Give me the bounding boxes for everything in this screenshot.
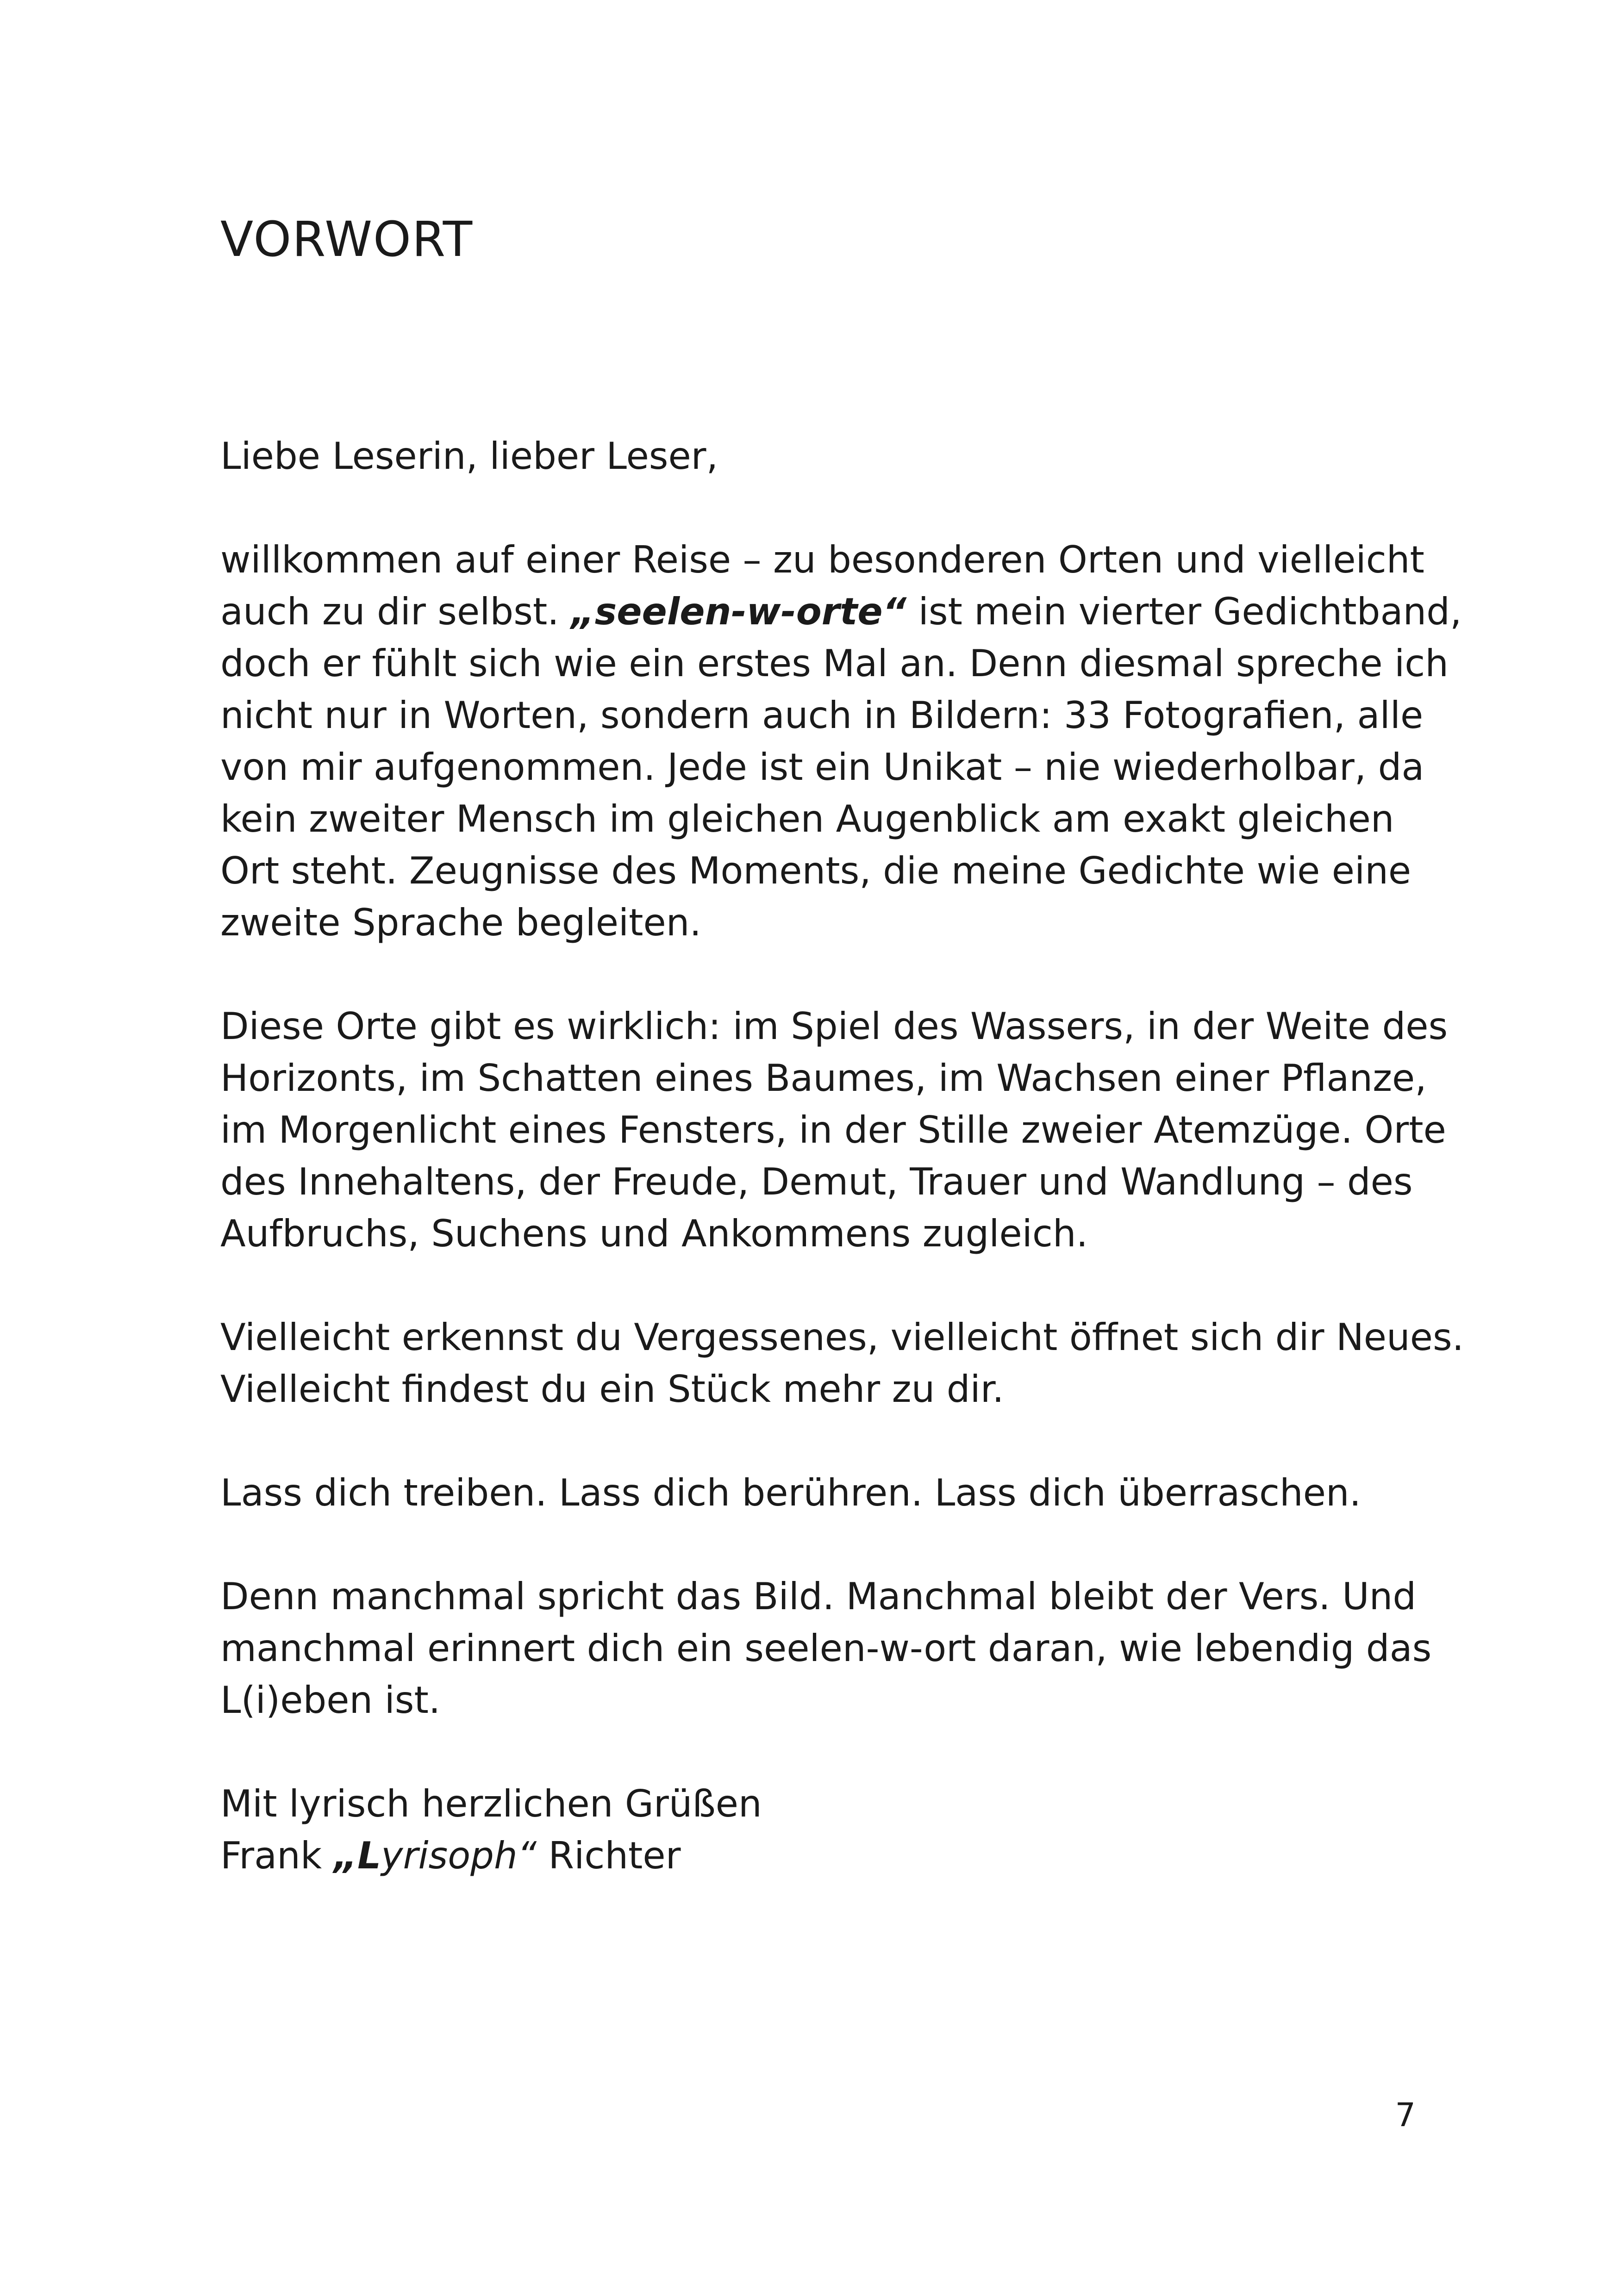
paragraph-line: zweite Sprache begleiten. bbox=[220, 901, 701, 944]
paragraph-line: kein zweiter Mensch im gleichen Augenblick am exakt gleichen bbox=[220, 797, 1394, 840]
paragraph-4 bbox=[220, 1467, 1470, 1519]
nickname-initial: L bbox=[357, 1834, 381, 1877]
closing-greeting: Mit lyrisch herzlichen Grüßen bbox=[220, 1782, 762, 1825]
closing bbox=[220, 1778, 1470, 1882]
quote-close: “ bbox=[517, 1834, 537, 1877]
paragraph-line: Denn manchmal spricht das Bild. Manchmal bleibt der Vers. Und bbox=[220, 1575, 1417, 1618]
author-first-name: Frank bbox=[220, 1834, 334, 1877]
paragraph-line: Lass dich treiben. Lass dich berühren. Lass dich überraschen. bbox=[220, 1471, 1362, 1514]
paragraph-line: manchmal erinnert dich ein seelen-w-ort daran, wie lebendig das bbox=[220, 1627, 1432, 1670]
paragraph-line: Horizonts, im Schatten eines Baumes, im Wachsen einer Pflanze, bbox=[220, 1057, 1427, 1100]
text-run: auch zu dir selbst. bbox=[220, 590, 571, 633]
paragraph-2 bbox=[220, 1001, 1470, 1260]
paragraph-line: Diese Orte gibt es wirklich: im Spiel des Wassers, in der Weite des bbox=[220, 1005, 1448, 1048]
foreword-body bbox=[220, 430, 1470, 1882]
nickname bbox=[334, 1834, 537, 1877]
paragraph-line: des Innehaltens, der Freude, Demut, Trauer und Wandlung – des bbox=[220, 1160, 1413, 1203]
salutation-line: Liebe Leserin, lieber Leser, bbox=[220, 435, 718, 478]
paragraph-line: im Morgenlicht eines Fensters, in der Stille zweier Atemzüge. Orte bbox=[220, 1108, 1446, 1151]
paragraph-line bbox=[220, 586, 1470, 638]
quote-open: „ bbox=[333, 1834, 358, 1877]
nickname-rest: yrisoph bbox=[381, 1834, 518, 1877]
page-title: VORWORT bbox=[220, 211, 474, 268]
paragraph-line: Aufbruchs, Suchens und Ankommens zugleich. bbox=[220, 1212, 1088, 1255]
author-last-name: Richter bbox=[537, 1834, 681, 1877]
paragraph-line: Vielleicht findest du ein Stück mehr zu dir. bbox=[220, 1368, 1004, 1411]
paragraph-line: doch er fühlt sich wie ein erstes Mal an. Denn diesmal spreche ich bbox=[220, 642, 1449, 685]
salutation bbox=[220, 430, 1470, 482]
paragraph-line: nicht nur in Worten, sondern auch in Bildern: 33 Fotografien, alle bbox=[220, 694, 1424, 737]
paragraph-line: von mir aufgenommen. Jede ist ein Unikat – nie wiederholbar, da bbox=[220, 746, 1424, 789]
paragraph-line: L(i)eben ist. bbox=[220, 1679, 441, 1722]
page-number: 7 bbox=[1395, 2096, 1416, 2134]
paragraph-line: Ort steht. Zeugnisse des Moments, die meine Gedichte wie eine bbox=[220, 849, 1412, 892]
paragraph-1 bbox=[220, 534, 1470, 949]
author-signature bbox=[220, 1830, 1470, 1882]
paragraph-line: willkommen auf einer Reise – zu besonderen Orten und vielleicht bbox=[220, 538, 1424, 581]
paragraph-5 bbox=[220, 1571, 1470, 1726]
paragraph-line: Vielleicht erkennst du Vergessenes, vielleicht öffnet sich dir Neues. bbox=[220, 1316, 1464, 1359]
book-title: „seelen-w-orte“ bbox=[571, 590, 907, 633]
paragraph-3 bbox=[220, 1312, 1470, 1415]
text-run: ist mein vierter Gedichtband, bbox=[906, 590, 1462, 633]
